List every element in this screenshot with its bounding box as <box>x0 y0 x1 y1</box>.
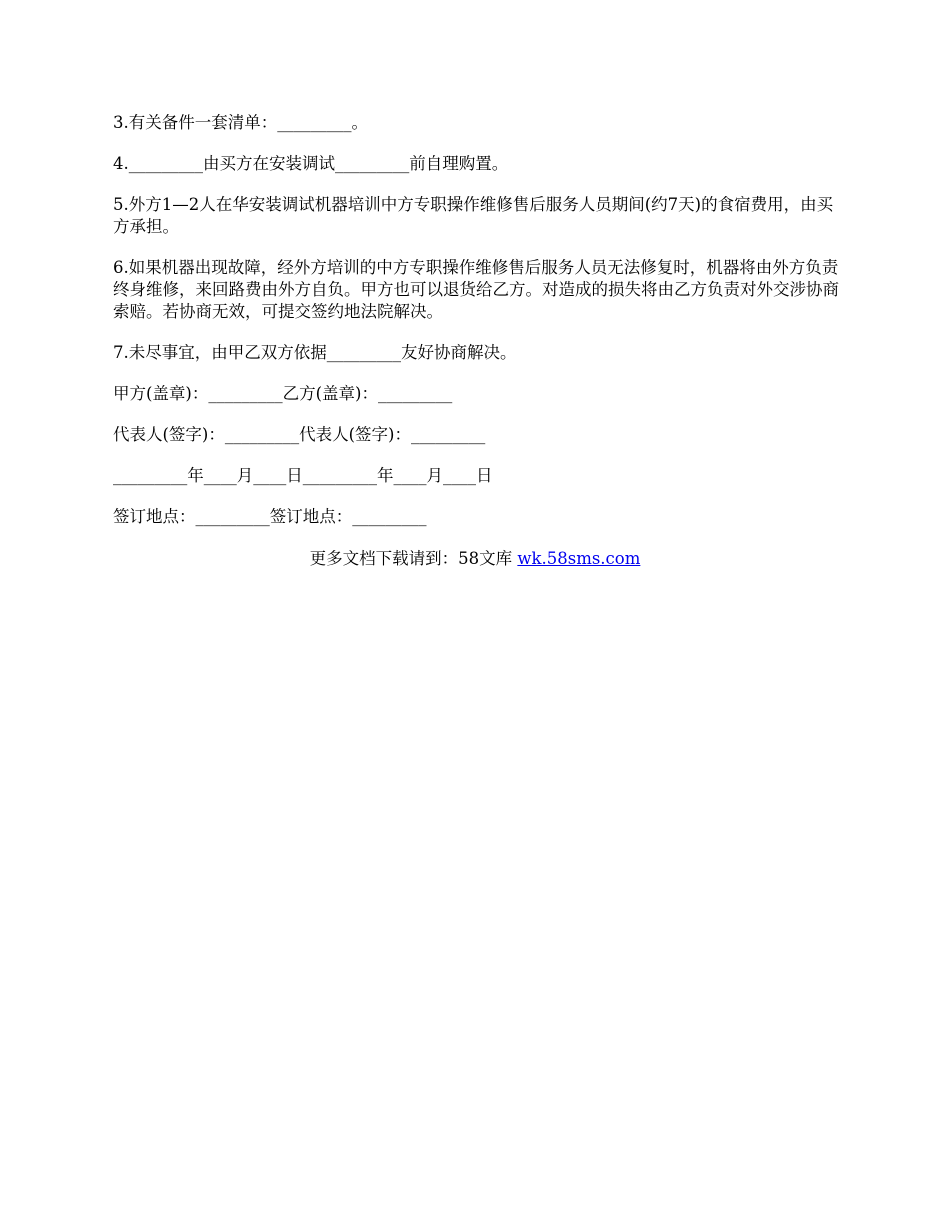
clause-7-other-matters: 7.未尽事宜，由甲乙双方依据_________友好协商解决。 <box>113 343 517 362</box>
signing-date-line: _________年____月____日_________年____月____日 <box>113 466 493 485</box>
footer-text: 更多文档下载请到：58文库 <box>309 549 518 568</box>
clause-3-spare-parts: 3.有关备件一套清单：_________。 <box>113 113 368 132</box>
representative-signature-line: 代表人(签字)：_________代表人(签字)：_________ <box>113 425 486 444</box>
party-seal-line: 甲方(盖章)：_________乙方(盖章)：_________ <box>113 384 453 403</box>
download-footer <box>0 548 950 570</box>
signing-location-line: 签订地点：_________签订地点：_________ <box>113 507 427 526</box>
clause-6-repair: 6.如果机器出现故障，经外方培训的中方专职操作维修售后服务人员无法修复时，机器将由外方负责终身维修，来回路费由外方自负。甲方也可以退货给乙方。对造成的损失将由乙方负责对外交涉协商索赔。若协商无效，可提交签约地法院解决。 <box>113 258 839 321</box>
document-body <box>113 112 841 547</box>
clause-5-expenses: 5.外方1—2人在华安装调试机器培训中方专职操作维修售后服务人员期间(约7天)的食宿费用，由买方承担。 <box>113 195 834 236</box>
footer-link[interactable]: wk.58sms.com <box>517 549 641 568</box>
clause-4-purchase: 4._________由买方在安装调试_________前自理购置。 <box>113 154 509 173</box>
